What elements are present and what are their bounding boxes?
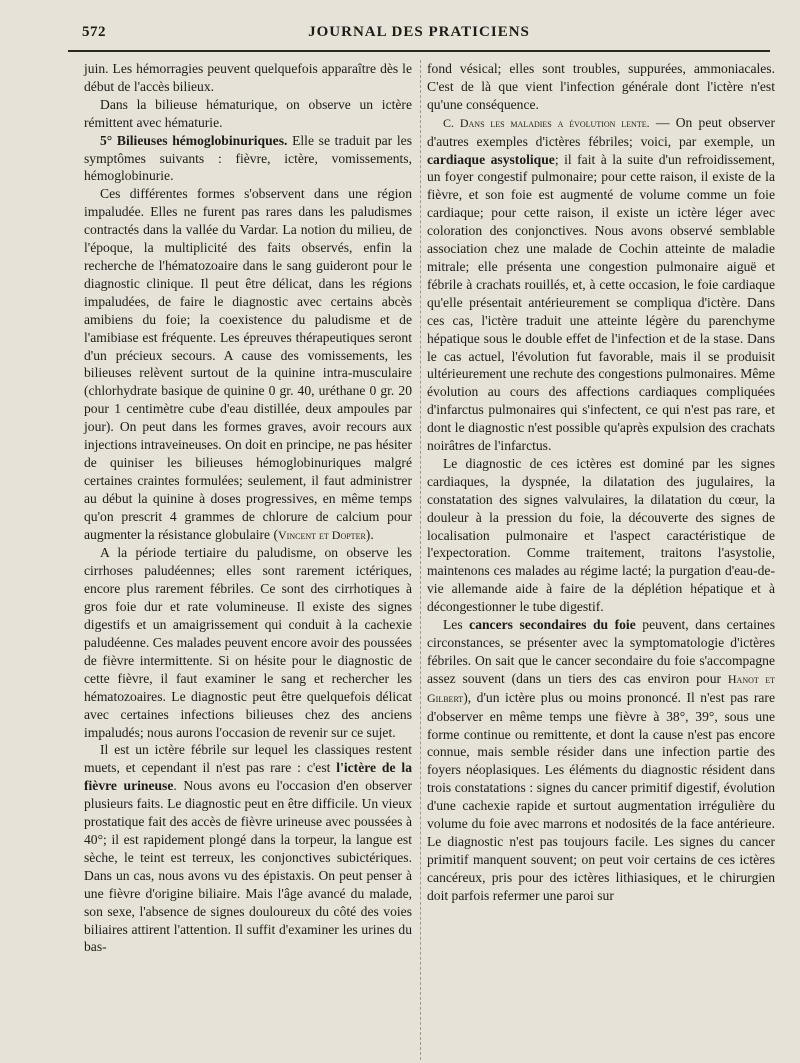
left-paragraph-1: juin. Les hémorragies peuvent quelquefois apparaître dès le début de l'accès bilieux.	[84, 61, 412, 94]
section-heading-hemoglobinuric: 5° Bilieuses hémoglobinuriques.	[100, 132, 288, 148]
term-cardiaque-asystolique: cardiaque asystolique	[427, 151, 555, 167]
left-paragraph-4-text: Ces différentes formes s'observent dans une région impaludée. Elles ne furent pas rares dans les paludismes contractés dans la vallée du Vardar. La notion du milieu, de l'époque, la multiplicité des faits observés, enfin la recherche de l'hématozoaire dans le sang guideront pour le diagnostic clinique. Il peut être délicat, dans les régions impaludées, de faire le diagnostic avec certains abcès amibiens du foie; la coexistence du paludisme et de l'amibiase est fréquente. Les épreuves thérapeutiques seront d'un précieux secours. A cause des vomissements, les bilieuses relèvent surtout de la quinine intra-musculaire (chlorhydrate basique de quinine 0 gr. 40, uréthane 0 gr. 20 pour 1 centimètre cube d'eau distillée, deux ampoules par jour). On peut dans les formes graves, avoir recours aux injections intraveineuses. On doit en principe, ne pas hésiter de quiniser les bilieuses hémoglobinuriques malgré certaines craintes formulées; seulement, il faut administrer au début la quinine à doses progressives, en même temps qu'on prescrit 4 grammes de chlorure de calcium pour augmenter la résistance globulaire (	[84, 186, 412, 542]
left-paragraph-3	[84, 132, 412, 186]
right-paragraph-4	[427, 616, 775, 905]
right-paragraph-2-b: ; il fait à la suite d'un refroidissement, un foyer congestif pulmonaire; pour cette raison, il existe de la fièvre, et son foie est augmenté de volume comme un foie cardiaque; pour cette raison, il existe un ictère léger avec coloration des conjonctives. Nous avons observé semblable association chez une malade de Cochin atteinte de maladie mitrale; elle présenta une congestion pulmonaire aiguë et fébrile à crachats rouillés, et, à cette occasion, le foie cardiaque qu'elle présentait antérieurement se compliqua d'ictère. Dans ces cas, l'ictère traduit une atteinte légère du parenchyme hépatique sous le double effet de l'infection et de la stase. Dans le cas actuel, l'évolution fut favorable, mais il se produisit ultérieurement une rechute des congestions pulmonaires. Même évolution au cours des affections cardiaques compliquées d'infarctus pulmonaires qui s'infectent, ce qui n'est pas rare, et dont le diagnostic n'est possible qu'après expulsion des crachats noirâtres de l'infarctus.	[427, 151, 775, 454]
author-citation-hanot: Hanot et Gilbert	[427, 671, 775, 705]
term-fievre-urineuse: l'ictère de la fièvre urineuse	[84, 760, 412, 794]
page-number: 572	[82, 24, 106, 40]
right-column	[427, 60, 775, 905]
term-cancers-secondaires: cancers secondaires du foie	[469, 617, 636, 633]
left-paragraph-5: A la période tertiaire du paludisme, on observe les cirrhoses paludéennes; elles sont rarement ictériques, encore plus rarement fébriles. Ce sont des cirrhotiques à gros foie dur et rate volumineuse. Il existe des signes digestifs et un amaigrissement qui conduit à la cachexie paludéenne. Ces malades peuvent encore avoir des poussées de fièvre intermittente. Si on hésite pour le diagnostic de cette fièvre, il faut examiner le sang et rechercher les hématozoaires. Le diagnostic peut être quelquefois délicat avec certaines infections bilieuses chez des anciens impaludés; nous aurons l'occasion de revenir sur ce sujet.	[84, 545, 412, 740]
author-citation-vincent: Vincent et Dopter	[278, 527, 366, 542]
journal-title: JOURNAL DES PRATICIENS	[308, 24, 530, 40]
left-paragraph-6	[84, 741, 412, 956]
page-header	[68, 22, 770, 48]
right-paragraph-1: fond vésical; elles sont troubles, suppurées, ammoniacales. C'est de là que vient l'infection générale dont l'ictère n'est qu'une conséquence.	[427, 61, 775, 112]
left-paragraph-2: Dans la bilieuse hématurique, on observe un ictère rémittent avec hématurie.	[84, 96, 412, 130]
right-paragraph-4-a: Les	[443, 617, 470, 633]
section-heading-slow-diseases: C. Dans les maladies a évolution lente.	[443, 115, 650, 130]
header-rule	[68, 50, 770, 52]
left-paragraph-4-end: ).	[365, 526, 374, 542]
right-paragraph-4-c: ), d'un ictère plus ou moins prononcé. Il n'est pas rare d'observer en même temps une fièvre à 38°, 39°, sous une forme continue ou remittente, et dont la cause n'est pas encore connue, mais semble résider dans une infection partie des foyers néoplasiques. Les éléments du diagnostic résident dans trois constatations : signes du cancer primitif digestif, évolution d'une cachexie rapide et surtout augmentation irrégulière du volume du foie avec marrons et nodosités de la face antérieure. Le diagnostic n'est pas toujours facile. Les signes du cancer primitif manquent souvent; on peut voir certains de ces ictères cancéreux, pris pour des ictères lithiasiques, et le chirurgien doit parfois refermer une paroi sur	[427, 689, 775, 903]
left-paragraph-6-a: Il est un ictère fébrile sur lequel les classiques restent muets, et cependant il n'est pas rare : c'est	[84, 742, 412, 776]
left-paragraph-3-text: Elle se traduit par les symptômes suivants : fièvre, ictère, vomissements, hémoglobinurie.	[84, 132, 412, 184]
right-paragraph-2-a: — On peut observer d'autres exemples d'ictères fébriles; voici, par exemple, un	[427, 114, 775, 149]
left-paragraph-6-b: . Nous avons eu l'occasion d'en observer plusieurs faits. Le diagnostic peut en être difficile. Un vieux prostatique fait des accès de fièvre urineuse avec poussées à 40°; il est rapidement plongé dans la torpeur, la langue est sèche, le teint est terreux, les conjonctives subictériques. Dans un cas, nous avons vu des épistaxis. On peut penser à une fièvre d'origine biliaire. Mais l'âge avancé du malade, son sexe, l'absence de signes douloureux du côté des voies biliaires attirent l'attention. Il suffit d'examiner les urines du bas-	[84, 778, 412, 955]
right-paragraph-3: Le diagnostic de ces ictères est dominé par les signes cardiaques, la dyspnée, la dilatation des jugulaires, la constatation des signes valvulaires, la dilatation du cœur, la douleur à la pression du foie, la découverte des signes de localisation pulmonaire et l'aspect caractéristique de l'expectoration. Comme traitement, traitons l'asystolie, maintenons ces malades au régime lacté; la purgation d'eau-de-vie allemande aide à faire de la déplétion hépatique et à décongestionner le tube digestif.	[427, 455, 775, 615]
right-paragraph-4-b: peuvent, dans certaines circonstances, se présenter avec la symptomatologie d'ictères fébriles. On sait que le cancer secondaire du foie s'accompagne assez souvent (dans un tiers des cas environ pour	[427, 617, 775, 686]
right-paragraph-2	[427, 114, 775, 455]
left-column	[84, 60, 412, 956]
column-divider	[420, 60, 421, 1060]
left-paragraph-4	[84, 185, 412, 544]
